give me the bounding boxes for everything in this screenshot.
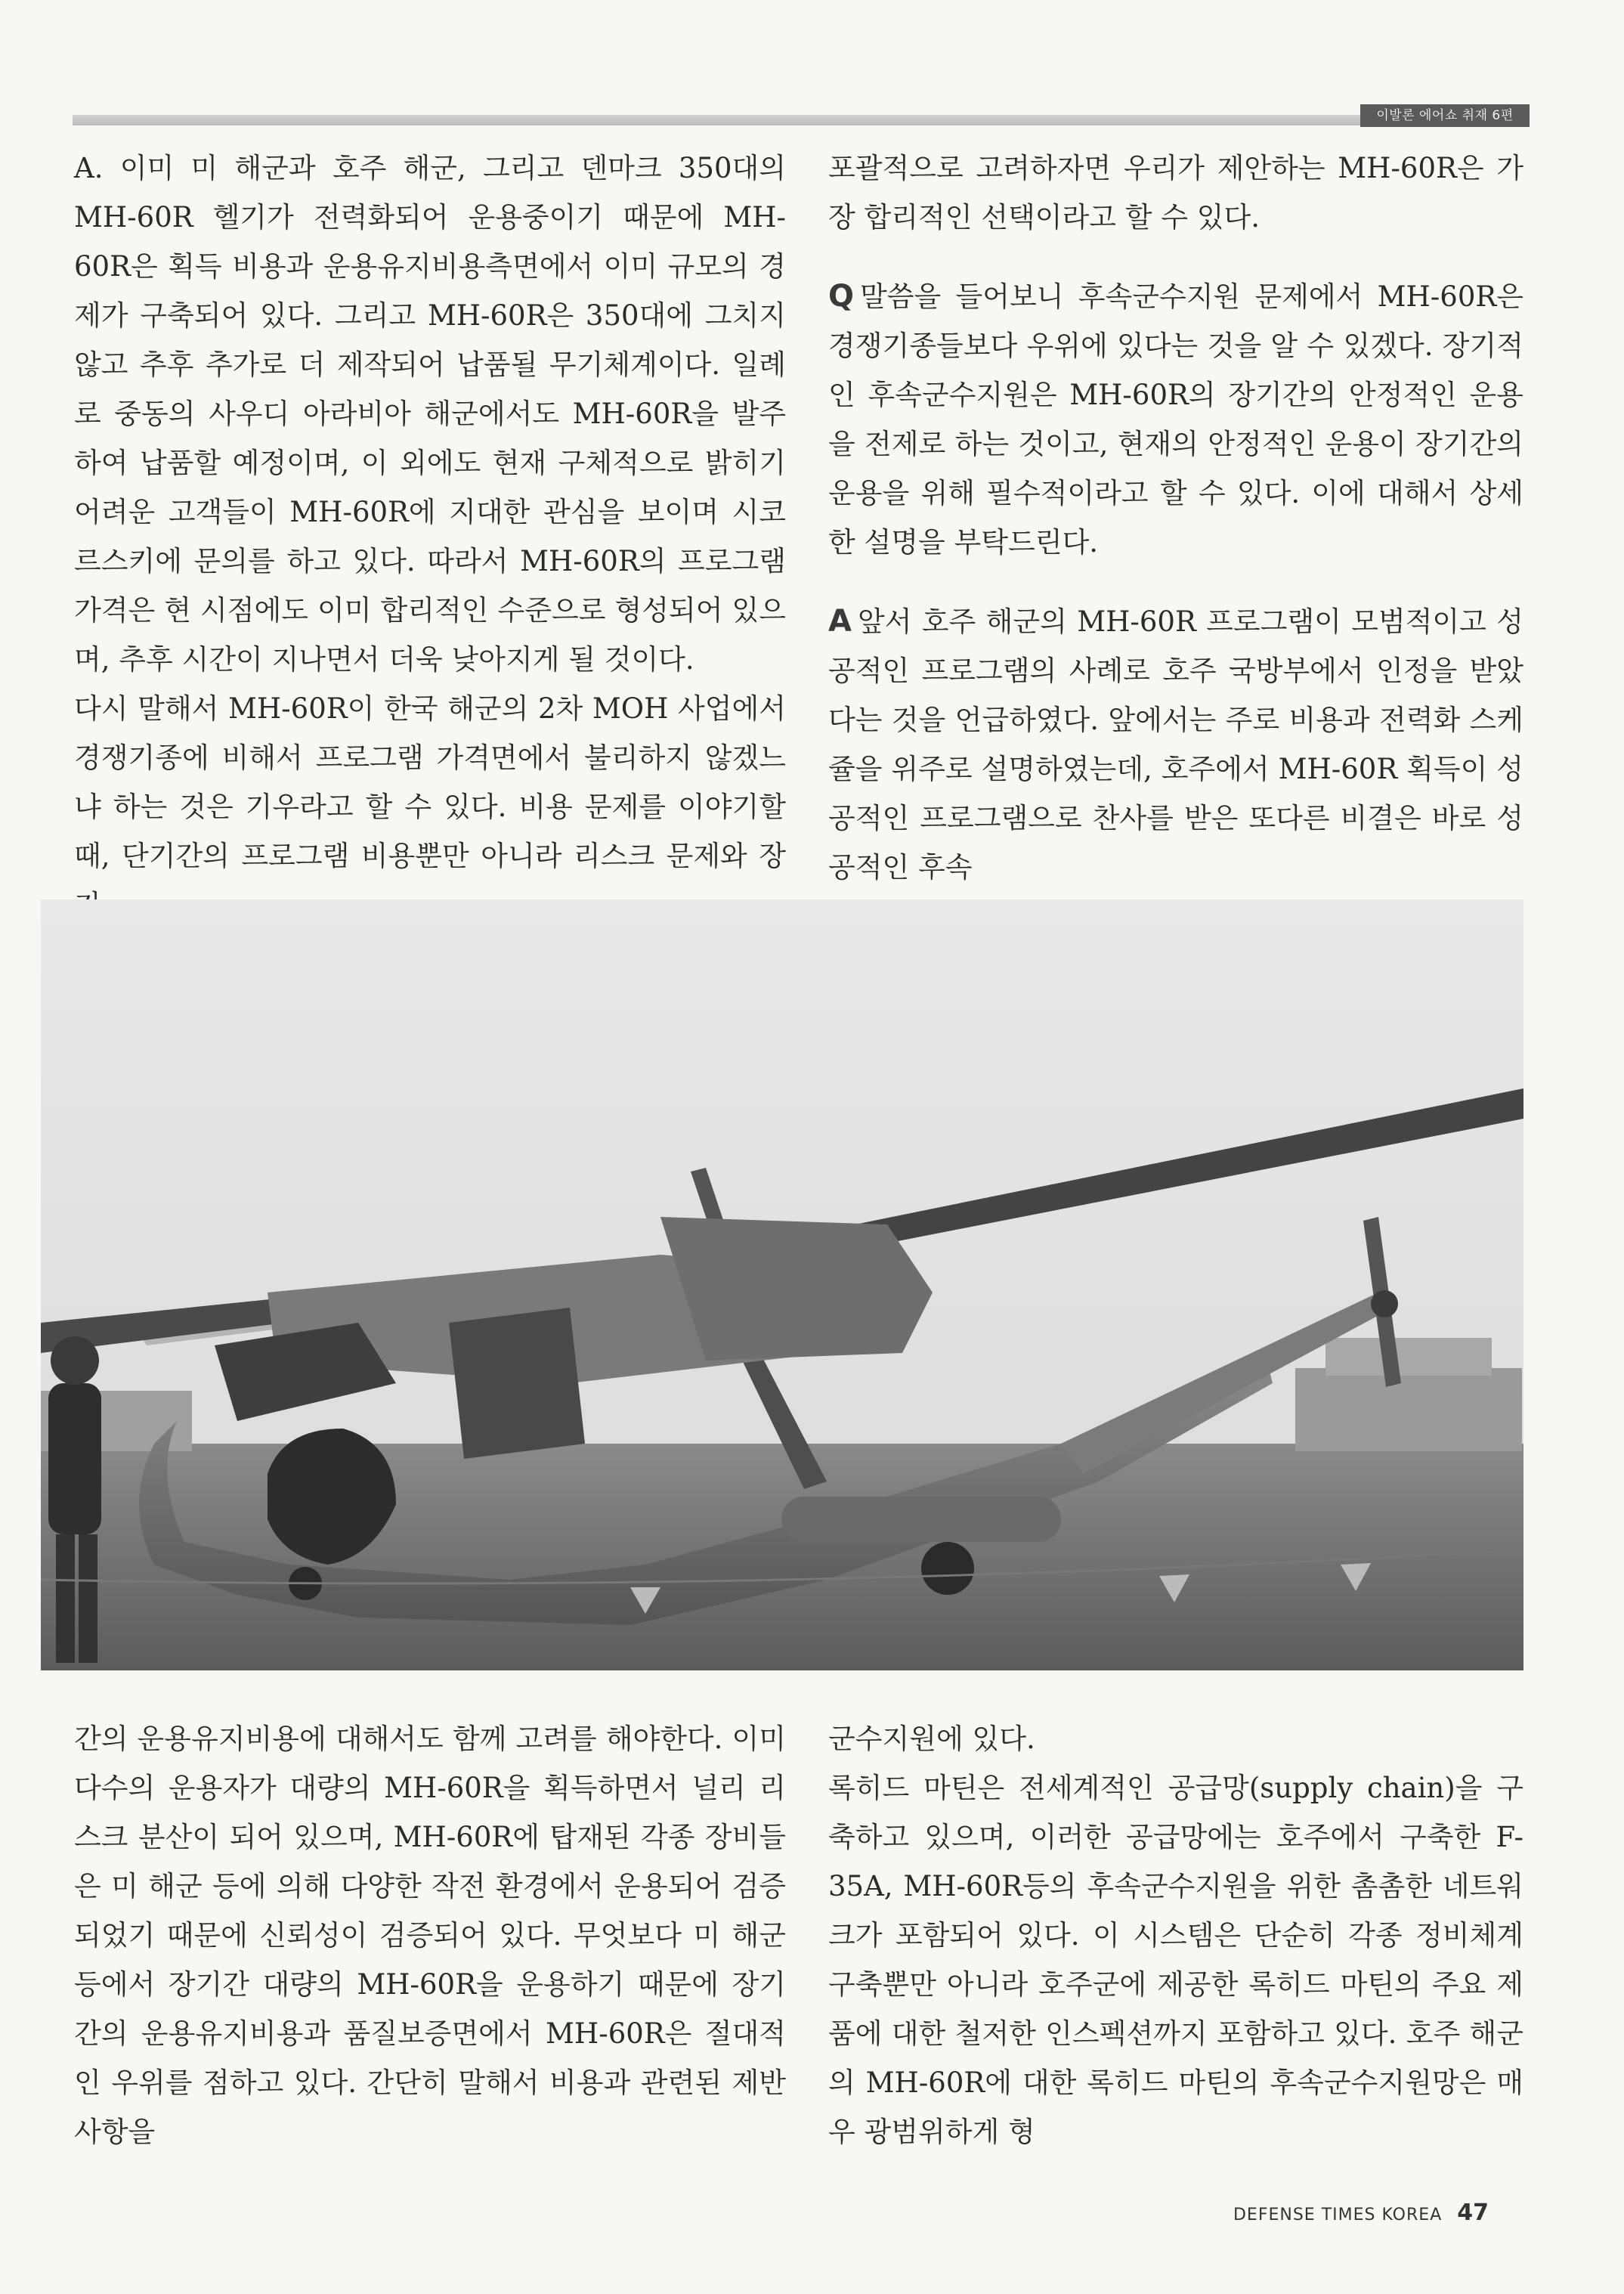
- answer-paragraph-1: A. 이미 미 해군과 호주 해군, 그리고 덴마크 350대의 MH-60R 헬기가 전력화되어 운용중이기 때문에 MH-60R은 획득 비용과 운용유지비용측면에서 이미 규모의 경제가 구축되어 있다. 그리고 MH-60R은 350대에 그치지 않고 추후 추가로 더 제작되어 납품될 무기체계이다. 일례로 중동의 사우디 아라비아 해군에서도 MH-60R을 발주하여 납품할 예정이며, 이 외에도 현재 구체적으로 밝히기 어려운 고객들이 MH-60R에 지대한 관심을 보이며 시코르스키에 문의를 하고 있다. 따라서 MH-60R의 프로그램 가격은 현 시점에도 이미 합리적인 수준으로 형성되어 있으며, 추후 시간이 지나면서 더욱 낮아지게 될 것이다.: [74, 152, 786, 676]
- question-text: 말씀을 들어보니 후속군수지원 문제에서 MH-60R은 경쟁기종들보다 우위에 있다는 것을 알 수 있겠다. 장기적인 후속군수지원은 MH-60R의 장기간의 안정적인 운용을 전제로 하는 것이고, 현재의 안정적인 운용이 장기간의 운용을 위해 필수적이라고 할 수 있다. 이에 대해서 상세한 설명을 부탁드린다.: [828, 280, 1523, 559]
- answer-continuation: 포괄적으로 고려하자면 우리가 제안하는 MH-60R은 가장 합리적인 선택이라고 할 수 있다.: [828, 152, 1523, 234]
- question-paragraph: [828, 272, 1523, 567]
- column-top-left: [74, 144, 786, 930]
- column-bottom-left: [74, 1714, 786, 2156]
- answer-paragraph: [828, 597, 1523, 892]
- answer-mark-label: A: [828, 604, 852, 639]
- answer-text: 앞서 호주 해군의 MH-60R 프로그램이 모범적이고 성공적인 프로그램의 사례로 호주 국방부에서 인정을 받았다는 것을 언급하였다. 앞에서는 주로 비용과 전력화 스케쥴을 위주로 설명하였는데, 호주에서 MH-60R 획득이 성공적인 프로그램으로 찬사를 받은 또다른 비결은 바로 성공적인 후속: [828, 605, 1523, 884]
- header-rule: [73, 115, 1508, 125]
- page-number: 47: [1457, 2200, 1489, 2226]
- answer-continuation-line: 군수지원에 있다.: [828, 1723, 1035, 1755]
- page-footer: [1202, 2200, 1489, 2226]
- supply-chain-paragraph: 록히드 마틴은 전세계적인 공급망(supply chain)을 구축하고 있으며, 이러한 공급망에는 호주에서 구축한 F-35A, MH-60R등의 후속군수지원을 위한 촘촘한 네트워크가 포함되어 있다. 이 시스템은 단순히 각종 정비체계 구축뿐만 아니라 호주군에 제공한 록히드 마틴의 주요 제품에 대한 철저한 인스펙션까지 포함하고 있다. 호주 해군의 MH-60R에 대한 록히드 마틴의 후속군수지원망은 매우 광범위하게 형: [828, 1772, 1523, 2148]
- column-bottom-right: [828, 1714, 1523, 2156]
- continuation-paragraph: 간의 운용유지비용에 대해서도 함께 고려를 해야한다. 이미 다수의 운용자가 대량의 MH-60R을 획득하면서 널리 리스크 분산이 되어 있으며, MH-60R에 탑재된 각종 장비들은 미 해군 등에 의해 다양한 작전 환경에서 운용되어 검증되었기 때문에 신뢰성이 검증되어 있다. 무엇보다 미 해군 등에서 장기간 대량의 MH-60R을 운용하기 때문에 장기간의 운용유지비용과 품질보증면에서 MH-60R은 절대적인 우위를 점하고 있다. 간단히 말해서 비용과 관련된 제반 사항을: [74, 1723, 786, 2148]
- answer-paragraph-2: 다시 말해서 MH-60R이 한국 해군의 2차 MOH 사업에서 경쟁기종에 비해서 프로그램 가격면에서 불리하지 않겠느냐 하는 것은 기우라고 할 수 있다. 비용 문제를 이야기할 때, 단기간의 프로그램 비용뿐만 아니라 리스크 문제와 장: [74, 692, 786, 872]
- magazine-name: DEFENSE TIMES KOREA: [1233, 2206, 1443, 2224]
- question-mark-label: Q: [828, 279, 855, 314]
- column-top-right: [828, 144, 1523, 892]
- series-tab: 이발론 에어쇼 취재 6편: [1360, 104, 1530, 127]
- helicopter-photo: [41, 899, 1523, 1670]
